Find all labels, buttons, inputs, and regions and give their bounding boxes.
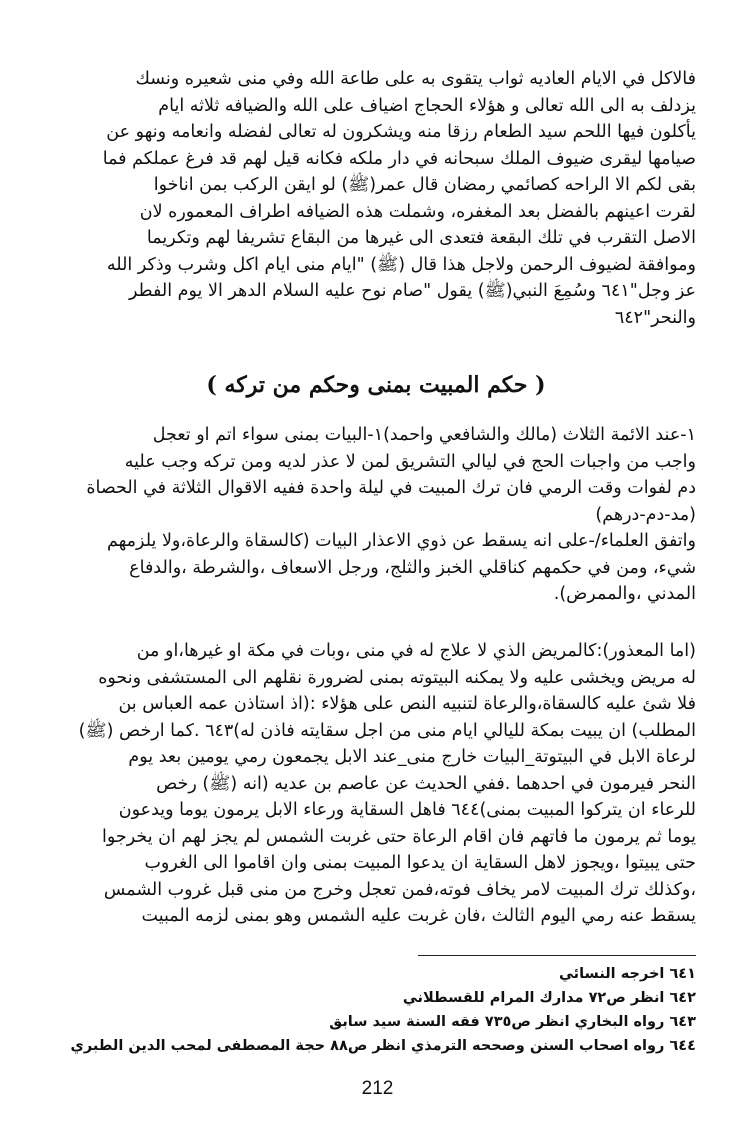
text-line: المدني ،والممرض).	[553, 584, 696, 604]
text-line: وموافقة لضيوف الرحمن ولاجل هذا قال (ﷺ) "ايام منى ايام اكل وشرب وذكر الله	[106, 254, 696, 275]
text-line: (مد-دم-درهم)	[595, 504, 696, 525]
text-line: لرعاة الابل في البيتوتة_البيات خارج منى_عند الابل يجمعون رمي يومين بعد يوم	[128, 747, 696, 767]
text-line: ١-عند الائمة الثلاث (مالك والشافعي واحمد)١-البيات بمنى سواء اتم او تعجل	[152, 425, 696, 445]
text-line: واتفق العلماء/-على انه يسقط عن ذوي الاعذار البيات (كالسقاة والرعاة،ولا يلزمهم	[106, 531, 696, 551]
section-heading: ( حكم المبيت بمنى وحكم من تركه )	[206, 372, 546, 398]
text-line: يزدلف به الى الله تعالى و هؤلاء الحجاج اضياف على الله والضيافه ثلاثه ايام	[158, 95, 696, 116]
text-line: شيء، ومن في حكمهم كناقلي الخبز والثلج، ورجل الاسعاف ،والشرطة ،والدفاع	[129, 557, 696, 578]
text-line: المطلب) ان يبيت بمكة لليالي ايام منى من اجل سقايته فاذن له)٦٤٣ .كما ارخص (ﷺ)	[78, 720, 696, 741]
text-line: حتى يبيتوا ،ويجوز لاهل السقاية ان يدعوا المبيت بمنى وان اقاموا الى الغروب	[144, 853, 696, 873]
paragraph-intro	[56, 66, 696, 331]
page-number: 212	[361, 1078, 394, 1099]
text-line: دم لفوات وقت الرمي فان ترك المبيت في ليلة واحدة ففيه الاقوال الثلاثة في الحصاة	[86, 478, 696, 498]
footnote: ٦٤٢ انظر ص٧٢ مدارك المرام للقسطلاني	[402, 990, 696, 1006]
text-line: عز وجل"٦٤١ وسُمِعَ النبي(ﷺ) يقول "صام نوح عليه السلام الدهر الا يوم الفطر	[129, 281, 696, 301]
text-line: لقرت اعينهم بالفضل بعد المغفره، وشملت هذه الضيافه اطراف المعموره لان	[139, 201, 696, 222]
footnote-divider	[418, 955, 696, 956]
footnotes	[40, 962, 696, 1058]
text-line: يوما ثم يرمون ما فاتهم فان اقام الرعاة حتى غربت الشمس لم يجز لهم ان يخرجوا	[102, 826, 696, 847]
paragraph-ruling	[56, 422, 696, 608]
text-line: والنحر"٦٤٢	[614, 307, 696, 328]
text-line: يأكلون فيها اللحم سيد الطعام رزقا منه ويشكرون له تعالى لفضله وانعامه ونهو عن	[106, 122, 696, 142]
text-line: بقى لكم الا الراحه كصائمي رمضان قال عمر(ﷺ) لو ايقن الركب بمن اناخوا	[153, 175, 696, 195]
footnote: ٦٤١ اخرجه النسائي	[559, 966, 696, 982]
paragraph-excused	[56, 638, 696, 930]
text-line: (اما المعذور):كالمريض الذي لا علاج له في منى ،وبات في مكة او غيرها،او من	[136, 641, 696, 661]
text-line: الاصل التقرب في تلك البقعة فتعدى الى غيرها من البقاع تشريفا لهم وتكريما	[146, 228, 696, 248]
text-line: صيامها ليقرى ضيوف الملك سبحانه في دار ملكه فكانه قيل لهم قد فرغ عملكم فما	[102, 148, 696, 169]
text-line: له مريض ويخشى عليه ولا يمكنه البيتوته بمنى لضرورة نقلهم الى المستشفى ونحوه	[98, 667, 696, 688]
text-line: يسقط عنه رمي اليوم الثالث ،فان غربت عليه الشمس وهو بمنى لزمه المبيت	[141, 906, 696, 926]
text-line: النحر فيرمون في احدهما .ففي الحديث عن عاصم بن عديه (انه (ﷺ) رخص	[156, 773, 696, 794]
text-line: فالاكل في الايام العاديه ثواب يتقوى به على طاعة الله وفي منى شعيره ونسك	[135, 69, 696, 89]
text-line: ،وكذلك ترك المبيت لامر يخاف فوته،فمن تعجل وخرج من منى قبل غروب الشمس	[103, 879, 696, 900]
text-line: فلا شئ عليه كالسقاة،والرعاة لتنبيه النص على هؤلاء :(اذ استاذن عمه العباس بن	[118, 694, 696, 714]
text-line: واجب من واجبات الحج في ليالي التشريق لمن لا عذر لديه ومن تركه وجب عليه	[124, 451, 696, 472]
text-line: للرعاء ان يتركوا المبيت بمنى)٦٤٤ فاهل السقاية ورعاء الابل يرمون يوما ويدعون	[118, 800, 696, 820]
footnote: ٦٤٤ رواه اصحاب السنن وصححه الترمذي انظر ص٨٨ حجة المصطفى لمحب الدين الطبري	[70, 1038, 696, 1054]
footnote: ٦٤٣ رواه البخاري انظر ص٧٣٥ فقه السنة سيد سابق	[329, 1014, 696, 1030]
